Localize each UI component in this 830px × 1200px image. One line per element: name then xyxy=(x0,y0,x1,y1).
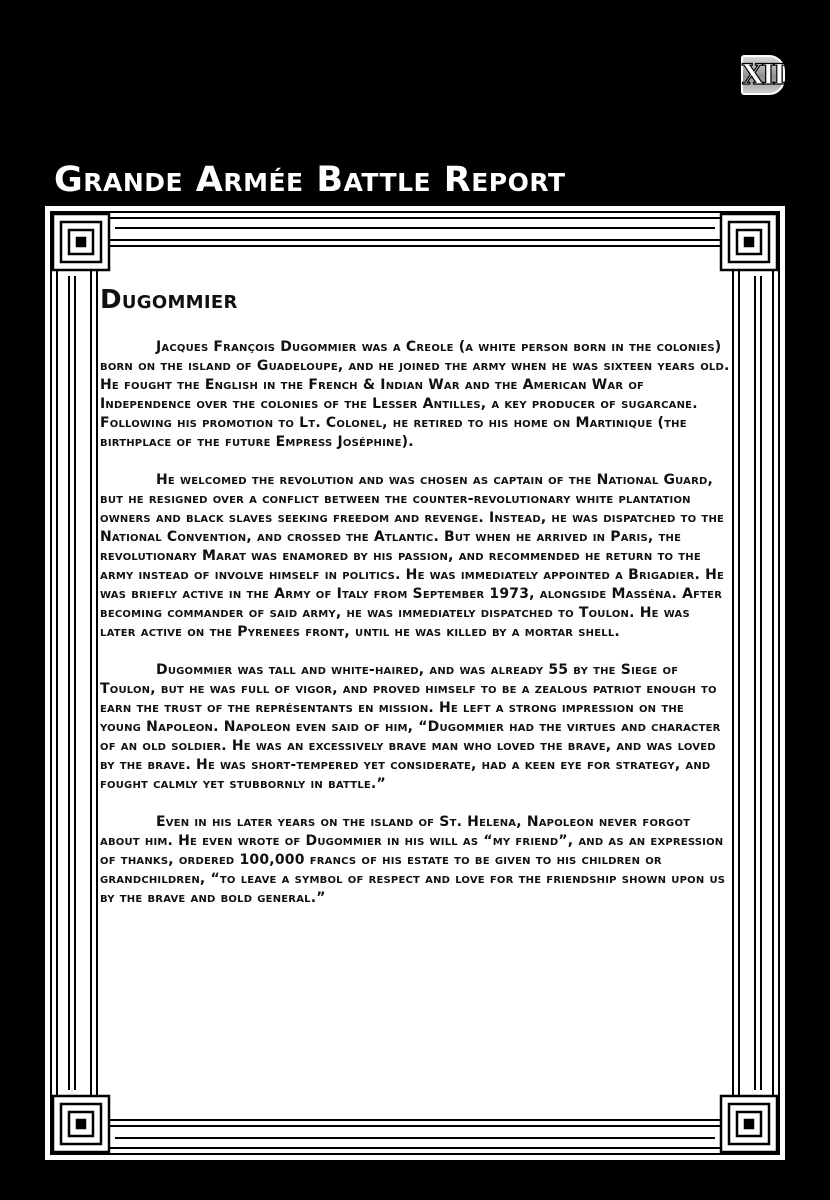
chapter-badge xyxy=(741,55,785,95)
paragraph-3: Dugommier was tall and white-haired, and was already 55 by the Siege of Toulon, but he was full of vigor, and proved himself to be a zealous patriot enough to earn the trust of the représentants en mission. He left a strong impression on the young Napoleon. Napoleon even said of him, “Dugommier had the virtues and character of an old soldier. He was an excessively brave man who loved the brave, and was loved by the brave. He was short-tempered yet considerate, had a keen eye for strategy, and fought calmly yet stubbornly in battle.” xyxy=(100,662,721,792)
corner-ornament-top-right xyxy=(721,214,777,270)
chapter-number: XII xyxy=(742,58,784,91)
corner-ornament-top-left xyxy=(53,214,109,270)
corner-ornament-bottom-left xyxy=(53,1096,109,1152)
section-heading: Dugommier xyxy=(100,285,238,315)
article-content xyxy=(100,284,730,927)
paragraph-1: Jacques François Dugommier was a Creole (a white person born in the colonies) born on the island of Guadeloupe, and he joined the army when he was sixteen years old. He fought the English in the French & Indian War and the American War of Independence over the colonies of the Lesser Antilles, a key producer of sugarcane. Following his promotion to Lt. Colonel, he retired to his home on Martinique (the birthplace of the future Empress Joséphine). xyxy=(100,339,730,450)
paragraph-4: Even in his later years on the island of St. Helena, Napoleon never forgot about him. He even wrote of Dugommier in his will as “my friend”, and as an expression of thanks, ordered 100,000 francs of his estate to be given to his children or grandchildren, “to leave a symbol of respect and love for the friendship shown upon us by the brave and bold general.” xyxy=(100,814,726,906)
page-title: Grande Armée Battle Report xyxy=(54,160,566,200)
corner-ornament-bottom-right xyxy=(721,1096,777,1152)
paragraph-2: He welcomed the revolution and was chosen as captain of the National Guard, but he resigned over a conflict between the counter-revolutionary white plantation owners and black slaves seeking freedom and revenge. Instead, he was dispatched to the National Convention, and crossed the Atlantic. But when he arrived in Paris, the revolutionary Marat was enamored by his passion, and recommended he return to the army instead of involve himself in politics. He was immediately appointed a Brigadier. He was briefly active in the Army of Italy from September 1973, alongside Masséna. After becoming commander of said army, he was immediately dispatched to Toulon. He was later active on the Pyrenees front, until he was killed by a mortar shell. xyxy=(100,472,725,640)
